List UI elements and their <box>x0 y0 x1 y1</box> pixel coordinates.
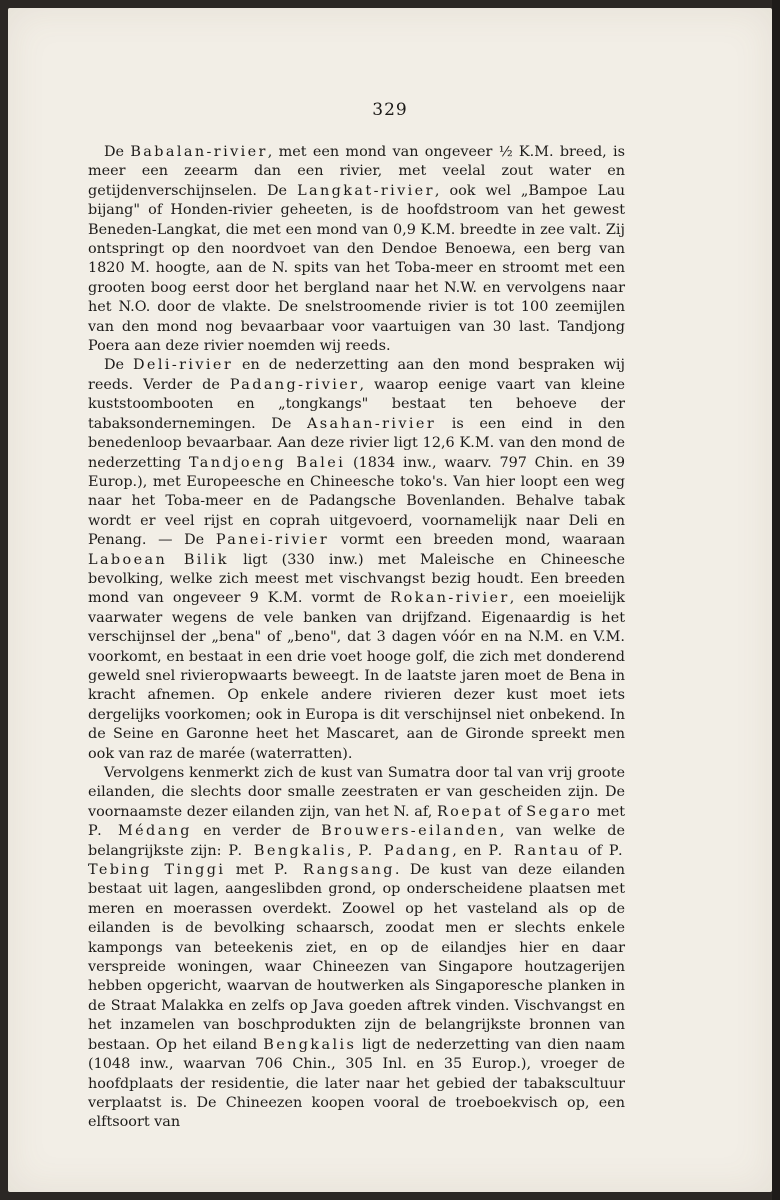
text-run: of <box>580 842 609 859</box>
spaced-term: P. Tebing Tinggi <box>88 842 625 879</box>
body-text <box>88 143 625 1133</box>
spaced-term: Padang-rivier <box>229 376 360 393</box>
text-run: ligt (330 inw.) met Maleische en Chineesche bevolking, welke zich meest met vischvangst bezig houdt. Een breeden mond van ongeveer 9 K.M. vormt de <box>88 551 625 607</box>
text-run: Vervolgens kenmerkt zich de kust van Sumatra door tal van vrij groote eilanden, die slechts door smalle zeestraten er van gescheiden zijn. De voornaamste dezer eilanden zijn, van het N. af, <box>88 765 625 820</box>
text-run: , en <box>452 842 489 859</box>
text-run: en de nederzetting aan den mond bespraken wij reeds. Verder de <box>88 357 625 393</box>
spaced-term: Asahan-rivier <box>306 415 437 432</box>
spaced-term: P. Médang <box>88 823 192 840</box>
text-run: , <box>346 842 359 859</box>
paragraph <box>88 143 625 356</box>
text-run: of <box>502 803 527 820</box>
page-edge-shadow <box>772 0 780 1200</box>
spaced-term: Tandjoeng Balei <box>188 454 346 471</box>
text-run: ligt de nederzetting van dien naam (1048 inw., waarvan 706 Chin., 305 Inl. en 35 Europ.), vroeger de hoofdplaats der residentie, die later naar het gebied der tabakscultuur verplaatst is. De Chineezen koopen vooral de troeboekvisch op, een elftsoort van <box>88 1036 625 1131</box>
paragraph <box>88 356 625 764</box>
paragraph-lead: De <box>104 144 131 160</box>
text-run: , ook wel „Bampoe Lau bijang" of Honden-rivier geheeten, is de hoofdstroom van het gewest Beneden-Langkat, die met een mond van 0,9 K.M. breedte in zee valt. Zij ontspringt op den noordvoet van den Dendoe Benoewa, een berg van 1820 M. hoogte, aan de N. spits van het Toba-meer en stroomt met een grooten boog eerst door het bergland naar het N.W. en vervolgens naar het N.O. door de vlakte. De snelstroomende rivier is tot 100 zeemijlen van den mond nog bevaarbaar voor vaartuigen van 30 last. Tandjong Poera aan deze rivier noemden wij reeds. <box>88 182 625 355</box>
spaced-term: Langkat-rivier <box>297 182 435 199</box>
spaced-term: Babalan-rivier <box>130 144 268 160</box>
text-run: en verder de <box>191 823 322 840</box>
text-run: , een moeielijk vaarwater wegens de vele banken van drijfzand. Eigenaardig is het verschijnsel der „bena" of „beno", dat 3 dagen vóór en na N.M. en V.M. voorkomt, en bestaat in een drie voet hooge golf, die zich met donderend geweld snel rivieropwaarts beweegt. In de laatste jaren moet de Bena in kracht afnemen. Op enkele andere rivieren dezer kust moet iets dergelijks voorkomen; ook in Europa is dit verschijnsel niet onbekend. In de Seine en Garonne heet het Mascaret, aan de Gironde spreekt men ook van raz de marée (waterratten). <box>88 590 625 762</box>
text-run: is een eind in den benedenloop bevaarbaar. Aan deze rivier ligt 12,6 K.M. van den mond de nederzetting <box>88 415 625 471</box>
text-run: met <box>592 803 625 820</box>
page-number: 329 <box>372 100 408 120</box>
spaced-term: P. Rantau <box>488 842 581 859</box>
text-run: , waarop eenige vaart van kleine kuststoombooten en „tongkangs" bestaat ten behoeve der tabaksondernemingen. De <box>88 376 626 432</box>
spaced-term: Brouwers-eilanden <box>321 823 500 840</box>
spaced-term: P. Padang <box>358 842 453 859</box>
text-run: , van welke de belangrijkste zijn: <box>88 823 625 859</box>
text-run: . De kust van deze eilanden bestaat uit lagen, aangeslibden grond, op onderscheidene plaatsen met meren en moerassen overdekt. Zoowel op het vasteland als op de eilanden is de bevolking schaarsch, zoodat men er slechts enkele kampongs van beteekenis ziet, en op de eilandjes hier en daar verspreide woningen, waar Chineezen van Singapore houtzagerijen hebben opgericht, waarvan de houtwerken als Singaporesche planken in de Straat Malakka en zelfs op Java goeden aftrek vinden. Vischvangst en het inzamelen van boschprodukten zijn de belangrijkste bronnen van bestaan. Op het eiland <box>88 862 625 1053</box>
spaced-term: Panei-rivier <box>215 532 330 549</box>
paragraph-lead: De <box>104 357 133 374</box>
text-run: met <box>225 862 275 879</box>
spaced-term: Deli-rivier <box>132 357 234 374</box>
text-run: vormt een breeden mond, waaraan <box>329 532 625 549</box>
spaced-term: Bengkalis <box>263 1036 357 1053</box>
spaced-term: Rokan-rivier <box>390 590 510 607</box>
text-run: (1834 inw., waarv. 797 Chin. en 39 Europ.), met Europeesche en Chineesche toko's. Van hier loopt een weg naar het Toba-meer en de Padangsche Bovenlanden. Behalve tabak wordt er veel rijst en coprah uitgevoerd, voornamelijk naar Deli en Penang. — De <box>88 454 625 549</box>
spaced-term: Roepat <box>436 803 503 820</box>
paragraph <box>88 764 625 1133</box>
spaced-term: Segaro <box>526 803 593 820</box>
spaced-term: P. Rangsang <box>274 862 395 879</box>
spaced-term: Laboean Bilik <box>88 551 229 568</box>
spaced-term: P. Bengkalis <box>228 842 347 859</box>
text-run: , met een mond van ongeveer ½ K.M. breed, is meer een zeearm dan een rivier, met veelal zout water en getijdenverschijnselen. De <box>88 144 625 199</box>
